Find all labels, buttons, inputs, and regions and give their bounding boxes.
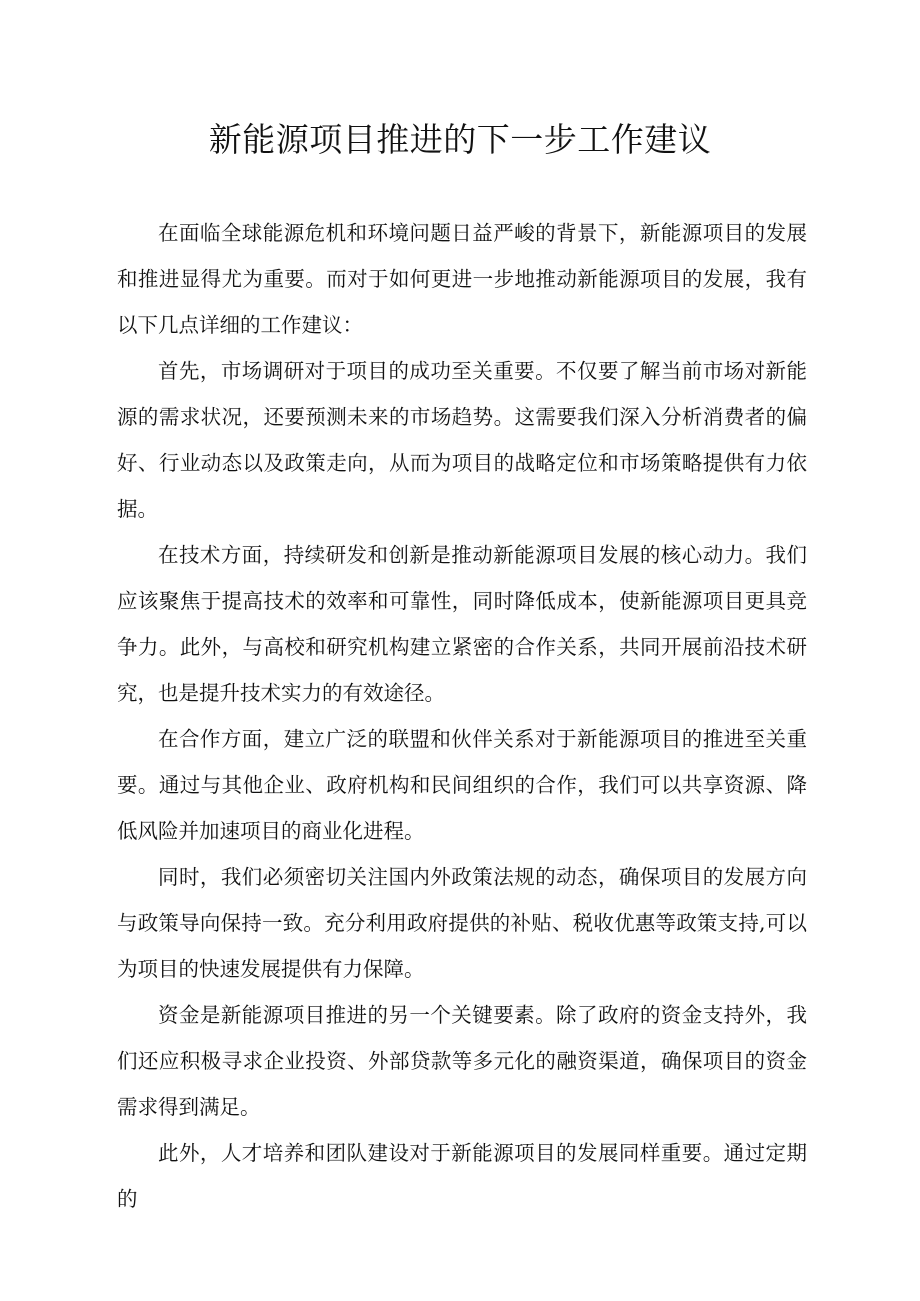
document-body xyxy=(117,210,807,1222)
document-title: 新能源项目推进的下一步工作建议 xyxy=(208,120,712,159)
paragraph-intro: 在面临全球能源危机和环境问题日益严峻的背景下，新能源项目的发展和推进显得尤为重要。而对于如何更进一步地推动新能源项目的发展，我有以下几点详细的工作建议： xyxy=(117,221,807,337)
paragraph-talent: 此外，人才培养和团队建设对于新能源项目的发展同样重要。通过定期的 xyxy=(117,1141,807,1211)
paragraph-technology: 在技术方面，持续研发和创新是推动新能源项目发展的核心动力。我们应该聚焦于提高技术的效率和可靠性，同时降低成本，使新能源项目更具竞争力。此外，与高校和研究机构建立紧密的合作关系，共同开展前沿技术研究，也是提升技术实力的有效途径。 xyxy=(117,543,807,705)
paragraph-policy: 同时，我们必须密切关注国内外政策法规的动态，确保项目的发展方向与政策导向保持一致。充分利用政府提供的补贴、税收优惠等政策支持,可以为项目的快速发展提供有力保障。 xyxy=(117,865,807,981)
paragraph-funding: 资金是新能源项目推进的另一个关键要素。除了政府的资金支持外，我们还应积极寻求企业投资、外部贷款等多元化的融资渠道，确保项目的资金需求得到满足。 xyxy=(117,1003,807,1119)
paragraph-cooperation: 在合作方面，建立广泛的联盟和伙伴关系对于新能源项目的推进至关重要。通过与其他企业、政府机构和民间组织的合作，我们可以共享资源、降低风险并加速项目的商业化进程。 xyxy=(117,727,807,843)
paragraph-market-research: 首先，市场调研对于项目的成功至关重要。不仅要了解当前市场对新能源的需求状况，还要预测未来的市场趋势。这需要我们深入分析消费者的偏好、行业动态以及政策走向，从而为项目的战略定位和市场策略提供有力依据。 xyxy=(117,359,807,521)
